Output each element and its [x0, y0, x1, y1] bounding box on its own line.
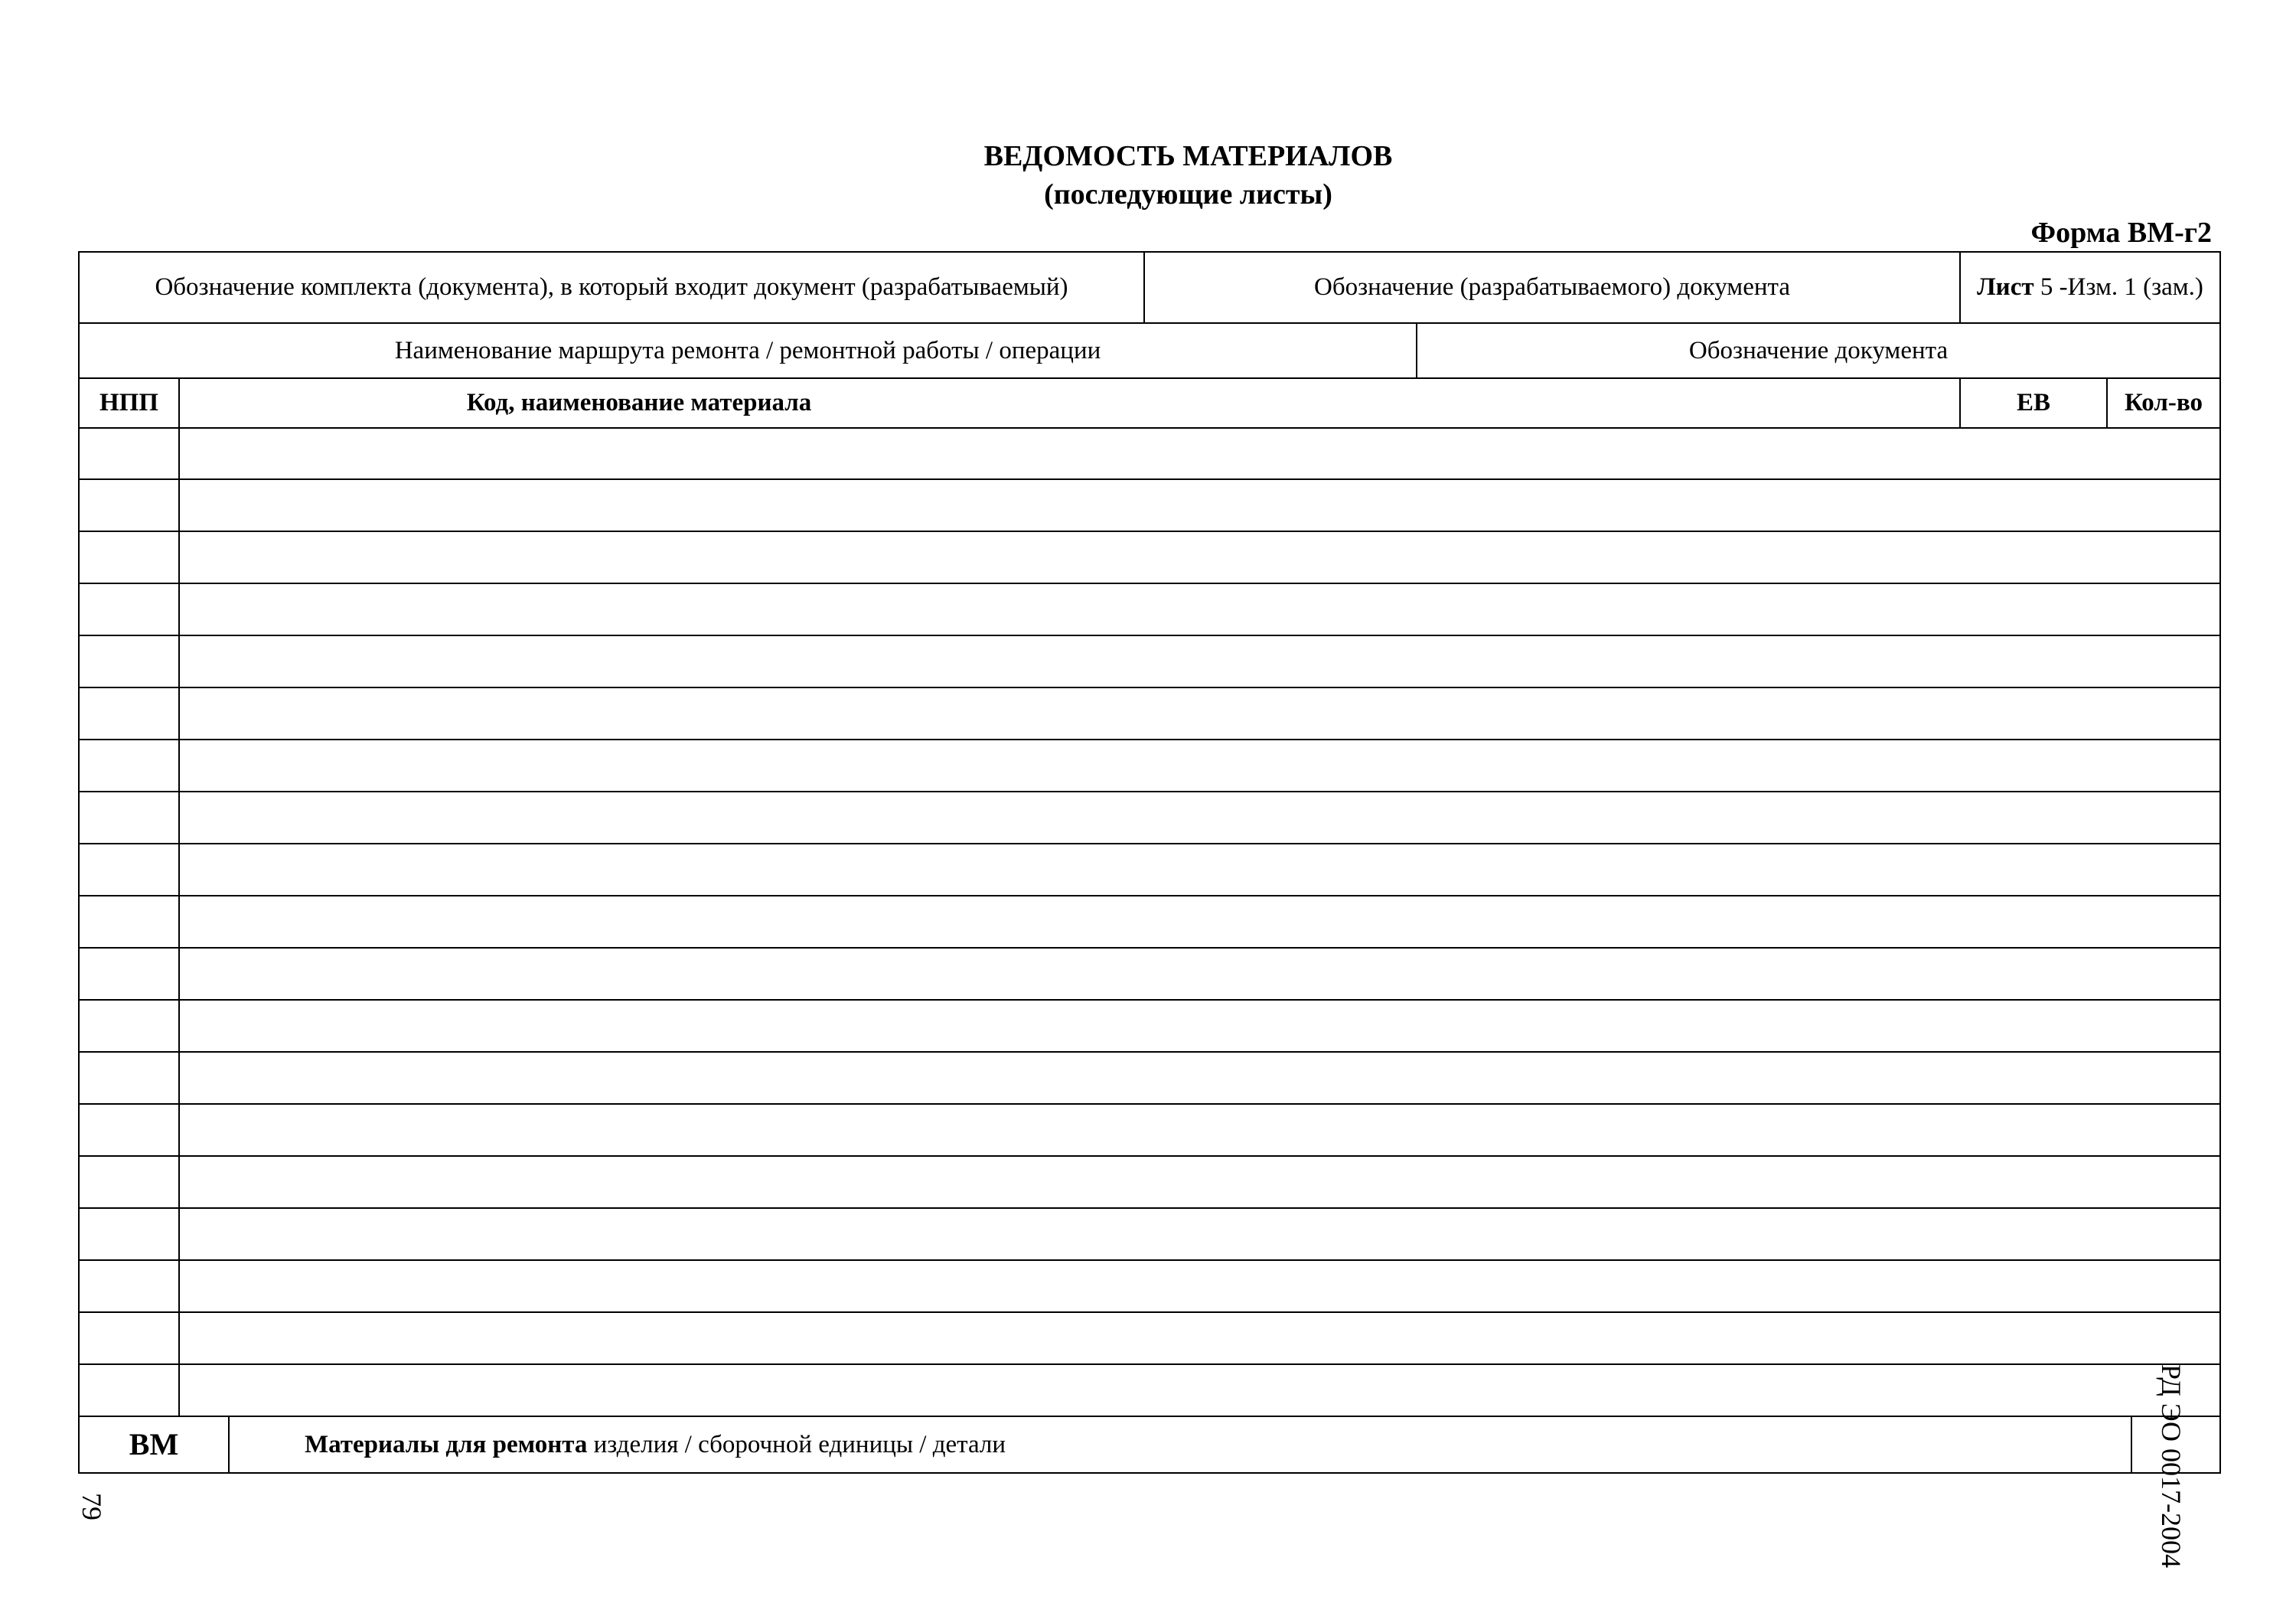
col-divider — [228, 1416, 230, 1474]
row-divider — [78, 531, 2221, 532]
form-code: Форма ВМ-г2 — [2030, 217, 2212, 249]
column-header-npp: НПП — [99, 389, 158, 416]
kit-designation-label: Обозначение комплекта (документа), в который входит документ (разрабатываемый) — [155, 273, 1068, 301]
column-header-material: Код, наименование материала — [466, 389, 812, 416]
footer-code: ВМ — [129, 1427, 179, 1461]
row-divider — [78, 1051, 2221, 1053]
row-divider — [78, 1259, 2221, 1261]
route-name-label: Наименование маршрута ремонта / ремонтной работы / операции — [394, 336, 1101, 364]
table-border-right — [2219, 251, 2221, 1474]
row-divider — [78, 1103, 2221, 1105]
footer-label — [305, 1417, 1223, 1472]
row-divider — [78, 1311, 2221, 1313]
row-divider — [78, 791, 2221, 792]
row-divider — [78, 583, 2221, 584]
footer-label-rest: изделия / сборочной единицы / детали — [587, 1430, 1006, 1458]
table-border-bottom — [78, 1472, 2221, 1474]
sheet-number-revision: 5 -Изм. 1 (зам.) — [2033, 273, 2203, 301]
doc-standard-code: РД ЭО 0017-2004 — [2156, 1363, 2187, 1569]
document-subtitle: (последующие листы) — [1044, 178, 1332, 211]
page-number: 79 — [77, 1493, 107, 1520]
footer-label-bold: Материалы для ремонта — [305, 1430, 588, 1458]
column-header-unit: ЕВ — [2016, 389, 2051, 416]
column-header-qty: Кол-во — [2125, 389, 2203, 416]
row-divider — [78, 895, 2221, 896]
row-divider — [78, 1363, 2221, 1365]
npp-col-divider — [178, 377, 180, 1417]
row-divider — [78, 1155, 2221, 1157]
row-divider — [78, 687, 2221, 688]
row-divider — [78, 739, 2221, 740]
table-border-left — [78, 251, 80, 1474]
sheet-label: Лист — [1977, 273, 2034, 301]
doc-designation-label: Обозначение (разрабатываемого) документа — [1314, 273, 1790, 301]
document-title: ВЕДОМОСТЬ МАТЕРИАЛОВ — [983, 140, 1393, 172]
row-divider — [78, 843, 2221, 844]
row-divider — [78, 478, 2221, 480]
row-divider — [78, 947, 2221, 949]
row-divider — [78, 427, 2221, 429]
document-designation-label: Обозначение документа — [1688, 336, 1949, 364]
col-divider — [2131, 1416, 2132, 1474]
row-divider — [78, 635, 2221, 636]
row-divider — [78, 999, 2221, 1001]
sheet-info — [1961, 253, 2219, 322]
row-divider — [78, 1207, 2221, 1209]
